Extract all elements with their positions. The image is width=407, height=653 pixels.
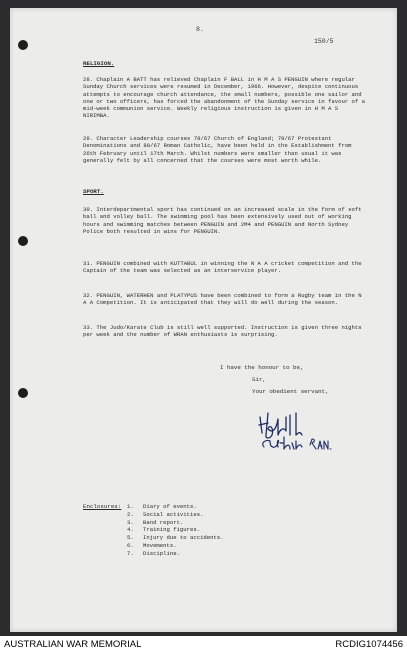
list-item: 7. Discipline. bbox=[127, 549, 180, 557]
list-item: 1. Diary of events. bbox=[127, 503, 197, 510]
list-item: 4. Training figures. bbox=[127, 526, 201, 534]
closing-line-servant: Your obedient servant, bbox=[252, 388, 329, 395]
punch-hole bbox=[18, 388, 28, 398]
list-item: 5. Injury due to accidents. bbox=[127, 534, 224, 542]
archive-footer bbox=[0, 636, 407, 653]
file-reference: 150/5 bbox=[314, 38, 334, 45]
section-heading-sport: SPORT. bbox=[83, 188, 104, 195]
enclosures-label: Enclosures: bbox=[83, 503, 122, 510]
handwritten-signature bbox=[256, 409, 346, 453]
paragraph-29: 29. Character Leadership courses 78/67 Church of England; 79/67 Protestant Denominations and 80/67 Roman Catholic, have been held in the Establishment from 26th February until 17th March. Whilst numbers were smaller than usual it was generally felt by all concerned that the courses were most worth while. bbox=[83, 135, 352, 164]
page-number: 8. bbox=[196, 26, 204, 33]
archive-name: AUSTRALIAN WAR MEMORIAL bbox=[4, 639, 142, 650]
enclosures-list bbox=[127, 503, 224, 558]
paragraph-32: 32. PENGUIN, WATERHEN and PLATYPUS have been combined to form a Rugby team in the N A A Competition. It is anticipated that they will do well during the season. bbox=[83, 292, 362, 307]
punch-hole bbox=[18, 40, 28, 50]
section-heading-religion: RELIGION. bbox=[83, 60, 115, 67]
list-item: 6. Movements. bbox=[127, 541, 177, 549]
punch-hole bbox=[18, 236, 28, 246]
document-page bbox=[10, 8, 397, 632]
paragraph-28: 28. Chaplain A BATT has relieved Chaplain F BALL in H M A S PENGUIN where regular Sunday Church services were resumed in December, 1966. However, despite continuous attempts to encourage church attendance, the small numbers, possible one sailor and one or two officers, has forced the abandonment of the Sunday service in favour of a mid-week communion service. Weekly religious instruction is given in H M A S NIRIMBA. bbox=[83, 76, 365, 120]
paragraph-31: 31. PENGUIN combined with KUTTABUL in winning the N A A cricket competition and the Captain of the team was selected as an interservice player. bbox=[83, 260, 362, 275]
closing-line-honour: I have the honour to be, bbox=[220, 364, 304, 371]
record-id: RCDIG1074456 bbox=[335, 639, 403, 650]
closing-line-sir: Sir, bbox=[252, 376, 266, 383]
list-item: 3. Band report. bbox=[127, 518, 184, 526]
list-item: 2. Social activities. bbox=[127, 510, 204, 518]
paragraph-30: 30. Interdepartmental sport has continued on an increased scale in the form of soft ball and volley ball. The swimming pool has been extensively used out of working hours and swimming matches between PENGUIN and 2M4 and PENGUIN and North Sydney Police both resulted in wins for PENGUIN. bbox=[83, 206, 362, 235]
paragraph-33: 33. The Judo/Karate Club is still well supported. Instruction is given three nights per week and the number of WRAN enthusiasts is surprising. bbox=[83, 324, 362, 339]
